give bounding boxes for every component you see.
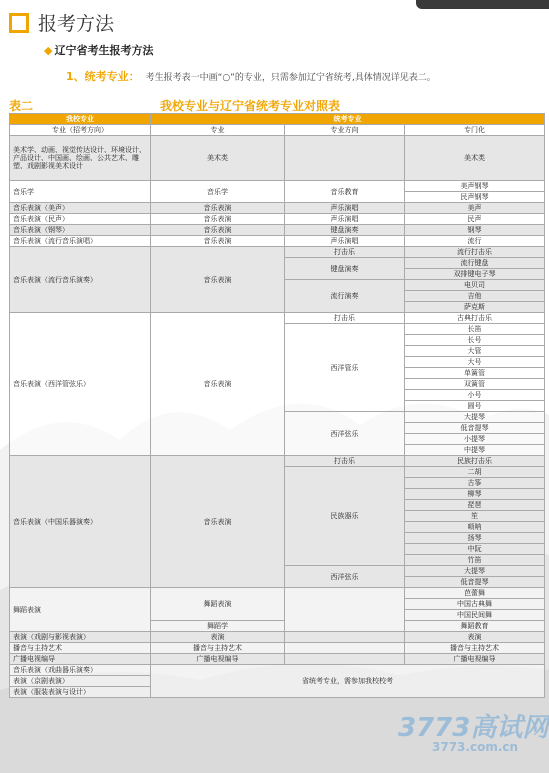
cell-specialization: 古典打击乐 <box>405 313 545 324</box>
intro-paragraph <box>66 68 436 84</box>
cell-direction <box>285 632 405 643</box>
cell-specialization: 流行键盘 <box>405 258 545 269</box>
cell-direction <box>285 136 405 181</box>
cell-specialization: 中提琴 <box>405 445 545 456</box>
subtitle-text: 辽宁省考生报考方法 <box>54 44 154 57</box>
table-row <box>10 313 545 324</box>
cell-specialization: 大号 <box>405 357 545 368</box>
cell-school-major: 表演（京剧表演） <box>10 676 151 687</box>
cell-school-major: 音乐表演（钢琴） <box>10 225 151 236</box>
cell-specialization: 播音与主持艺术 <box>405 643 545 654</box>
table-title: 我校专业与辽宁省统考专业对照表 <box>160 99 341 113</box>
cell-exam-major: 播音与主持艺术 <box>151 643 285 654</box>
cell-specialization: 低音提琴 <box>405 423 545 434</box>
cell-direction: 西洋管乐 <box>285 324 405 412</box>
cell-specialization: 琵琶 <box>405 500 545 511</box>
cell-specialization: 笙 <box>405 511 545 522</box>
table-row <box>10 247 545 258</box>
cell-specialization: 表演 <box>405 632 545 643</box>
table-row <box>10 654 545 665</box>
table-row <box>10 214 545 225</box>
cell-specialization: 中国古典舞 <box>405 599 545 610</box>
cell-specialization: 古筝 <box>405 478 545 489</box>
cell-direction: 声乐演唱 <box>285 214 405 225</box>
watermark-url: 3773.com.cn <box>432 740 519 754</box>
header-exam-major: 统考专业 <box>151 114 545 125</box>
cell-exam-major: 美术类 <box>151 136 285 181</box>
cell-specialization: 竹笛 <box>405 555 545 566</box>
table-header-row <box>10 114 545 125</box>
cell-direction: 民族器乐 <box>285 467 405 566</box>
cell-direction: 键盘演奏 <box>285 225 405 236</box>
cell-direction <box>285 654 405 665</box>
table-subheader-row <box>10 125 545 136</box>
cell-school-major: 音乐表演（流行音乐演唱） <box>10 236 151 247</box>
cell-direction <box>285 643 405 654</box>
cell-direction: 西洋弦乐 <box>285 412 405 456</box>
cell-school-major: 音乐表演（西洋管弦乐） <box>10 313 151 456</box>
cell-specialization: 民声 <box>405 214 545 225</box>
cell-specialization: 美声 <box>405 203 545 214</box>
cell-specialization: 钢琴 <box>405 225 545 236</box>
table-label: 表二 <box>9 99 34 113</box>
cell-school-major: 表演（戏剧与影视表演） <box>10 632 151 643</box>
cell-specialization: 舞蹈教育 <box>405 621 545 632</box>
cell-specialization: 广播电视编导 <box>405 654 545 665</box>
header-school-major: 我校专业 <box>10 114 151 125</box>
table-row <box>10 203 545 214</box>
subheader-major: 专业（招考方向） <box>10 125 151 136</box>
table-row <box>10 136 545 181</box>
cell-specialization: 美声钢琴 <box>405 181 545 192</box>
cell-specialization: 中国民间舞 <box>405 610 545 621</box>
cell-specialization: 双排键电子琴 <box>405 269 545 280</box>
cell-exam-major: 表演 <box>151 632 285 643</box>
cell-specialization: 流行 <box>405 236 545 247</box>
cell-direction: 打击乐 <box>285 247 405 258</box>
school-exam-note: 省统考专业，需参加我校校考 <box>151 665 545 698</box>
cell-exam-major: 音乐表演 <box>151 247 285 313</box>
cell-school-major: 音乐学 <box>10 181 151 203</box>
table-row <box>10 225 545 236</box>
cell-specialization: 长号 <box>405 335 545 346</box>
cell-exam-major: 舞蹈学 <box>151 621 285 632</box>
section-subtitle <box>44 42 153 58</box>
major-comparison-table <box>9 113 545 698</box>
table-row <box>10 456 545 467</box>
cell-specialization: 大提琴 <box>405 412 545 423</box>
diamond-bullet-icon: ◆ <box>44 44 53 57</box>
table-row <box>10 632 545 643</box>
cell-specialization: 小号 <box>405 390 545 401</box>
cell-specialization: 大管 <box>405 346 545 357</box>
intro-heading: 1、统考专业： <box>66 70 140 83</box>
heading-square-icon <box>9 13 29 33</box>
cell-school-major: 广播电视编导 <box>10 654 151 665</box>
cell-specialization: 流行打击乐 <box>405 247 545 258</box>
cell-exam-major: 音乐表演 <box>151 456 285 588</box>
table-row <box>10 588 545 599</box>
cell-specialization: 圆号 <box>405 401 545 412</box>
cell-specialization: 民声钢琴 <box>405 192 545 203</box>
table-row <box>10 665 545 676</box>
table-row <box>10 181 545 192</box>
cell-specialization: 双簧管 <box>405 379 545 390</box>
cell-school-major: 音乐表演（美声） <box>10 203 151 214</box>
cell-school-major: 音乐表演（民声） <box>10 214 151 225</box>
cell-direction: 打击乐 <box>285 456 405 467</box>
page-title: 报考方法 <box>38 13 115 35</box>
cell-exam-major: 音乐表演 <box>151 214 285 225</box>
subheader-exam-major: 专业 <box>151 125 285 136</box>
cell-direction: 西洋弦乐 <box>285 566 405 588</box>
table-row <box>10 643 545 654</box>
cell-specialization: 芭蕾舞 <box>405 588 545 599</box>
table-row <box>10 236 545 247</box>
cell-school-major: 舞蹈表演 <box>10 588 151 632</box>
cell-exam-major: 音乐学 <box>151 181 285 203</box>
cell-specialization: 长笛 <box>405 324 545 335</box>
cell-specialization: 小提琴 <box>405 434 545 445</box>
watermark-logo: 3773高试网 <box>398 713 549 743</box>
cell-specialization: 单簧管 <box>405 368 545 379</box>
cell-specialization: 吉他 <box>405 291 545 302</box>
cell-specialization: 萨克斯 <box>405 302 545 313</box>
cell-specialization: 中阮 <box>405 544 545 555</box>
cell-exam-major: 音乐表演 <box>151 313 285 456</box>
cell-specialization: 低音提琴 <box>405 577 545 588</box>
cell-specialization: 扬琴 <box>405 533 545 544</box>
cell-specialization: 电贝司 <box>405 280 545 291</box>
cell-direction: 流行演奏 <box>285 280 405 313</box>
cell-direction: 声乐演唱 <box>285 236 405 247</box>
cell-school-major: 美术学、动画、视觉传达设计、环境设计、产品设计、中国画、绘画、公共艺术、雕塑、戏剧影视美术设计 <box>10 136 151 181</box>
cell-specialization: 民族打击乐 <box>405 456 545 467</box>
cell-direction: 打击乐 <box>285 313 405 324</box>
intro-text: 考生报考表一中画“○”的专业，只需参加辽宁省统考,具体情况详见表二。 <box>145 73 436 83</box>
cell-exam-major: 音乐表演 <box>151 236 285 247</box>
cell-school-major: 表演（服装表演与设计） <box>10 687 151 698</box>
cell-direction: 声乐演唱 <box>285 203 405 214</box>
cell-exam-major: 音乐表演 <box>151 225 285 236</box>
cell-school-major: 音乐表演（戏曲器乐演奏） <box>10 665 151 676</box>
cell-exam-major: 广播电视编导 <box>151 654 285 665</box>
cell-exam-major: 音乐表演 <box>151 203 285 214</box>
cell-specialization: 柳琴 <box>405 489 545 500</box>
cell-direction <box>285 588 405 632</box>
cell-specialization: 美术类 <box>405 136 545 181</box>
cell-exam-major: 舞蹈表演 <box>151 588 285 621</box>
subheader-specialization: 专门化 <box>405 125 545 136</box>
cell-school-major: 音乐表演（流行音乐演奏） <box>10 247 151 313</box>
top-bar-decoration <box>416 0 549 9</box>
cell-specialization: 大提琴 <box>405 566 545 577</box>
cell-direction: 音乐教育 <box>285 181 405 203</box>
cell-school-major: 音乐表演（中国乐器演奏） <box>10 456 151 588</box>
subheader-direction: 专业方向 <box>285 125 405 136</box>
cell-specialization: 唢呐 <box>405 522 545 533</box>
cell-direction: 键盘演奏 <box>285 258 405 280</box>
cell-school-major: 播音与主持艺术 <box>10 643 151 654</box>
cell-specialization: 二胡 <box>405 467 545 478</box>
